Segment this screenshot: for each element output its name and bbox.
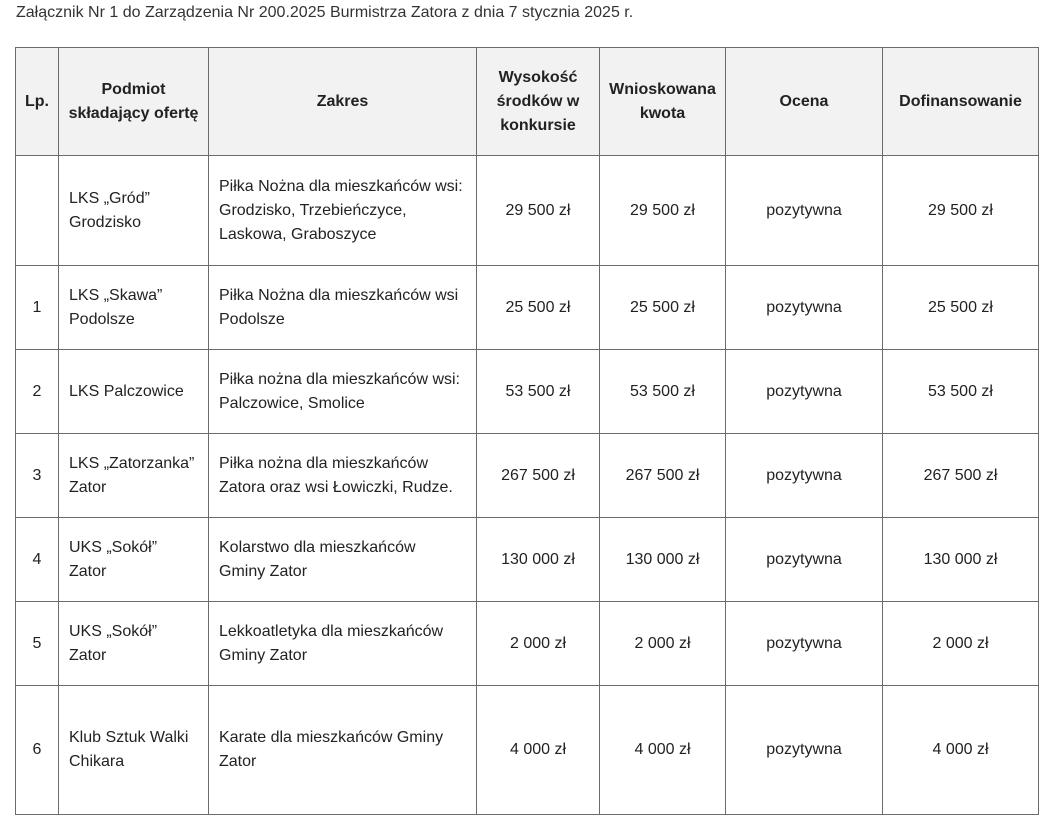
- cell-dofinansowanie: 29 500 zł: [883, 156, 1039, 266]
- header-ocena: Ocena: [726, 48, 883, 156]
- cell-podmiot: UKS „Sokół” Zator: [59, 602, 209, 686]
- cell-ocena: pozytywna: [726, 518, 883, 602]
- header-podmiot: Podmiot składający ofertę: [59, 48, 209, 156]
- document-caption: Załącznik Nr 1 do Zarządzenia Nr 200.2025 Burmistrza Zatora z dnia 7 stycznia 2025 r.: [16, 4, 634, 21]
- table-row: [16, 518, 1039, 602]
- cell-ocena: pozytywna: [726, 686, 883, 815]
- cell-lp: 3: [16, 434, 59, 518]
- cell-lp: 6: [16, 686, 59, 815]
- cell-zakres: Kolarstwo dla mieszkańców Gminy Zator: [209, 518, 477, 602]
- cell-dofinansowanie: 130 000 zł: [883, 518, 1039, 602]
- cell-wysokosc: 267 500 zł: [477, 434, 600, 518]
- cell-wysokosc: 25 500 zł: [477, 266, 600, 350]
- cell-dofinansowanie: 2 000 zł: [883, 602, 1039, 686]
- cell-dofinansowanie: 53 500 zł: [883, 350, 1039, 434]
- cell-podmiot: Klub Sztuk Walki Chikara: [59, 686, 209, 815]
- cell-wysokosc: 4 000 zł: [477, 686, 600, 815]
- header-wnioskowana: Wnioskowana kwota: [600, 48, 726, 156]
- cell-wnioskowana: 25 500 zł: [600, 266, 726, 350]
- cell-wnioskowana: 4 000 zł: [600, 686, 726, 815]
- cell-wysokosc: 2 000 zł: [477, 602, 600, 686]
- table-row: [16, 602, 1039, 686]
- cell-ocena: pozytywna: [726, 602, 883, 686]
- cell-wnioskowana: 130 000 zł: [600, 518, 726, 602]
- cell-lp: 4: [16, 518, 59, 602]
- cell-wnioskowana: 29 500 zł: [600, 156, 726, 266]
- header-dofinansowanie: Dofinansowanie: [883, 48, 1039, 156]
- cell-lp: 1: [16, 266, 59, 350]
- cell-dofinansowanie: 4 000 zł: [883, 686, 1039, 815]
- table-row: [16, 350, 1039, 434]
- cell-zakres: Karate dla mieszkańców Gminy Zator: [209, 686, 477, 815]
- cell-zakres: Piłka nożna dla mieszkańców wsi: Palczowice, Smolice: [209, 350, 477, 434]
- cell-podmiot: LKS „Gród” Grodzisko: [59, 156, 209, 266]
- cell-podmiot: LKS „Zatorzanka” Zator: [59, 434, 209, 518]
- table-row: [16, 686, 1039, 815]
- table-row: [16, 266, 1039, 350]
- table-row: [16, 434, 1039, 518]
- header-wysokosc: Wysokość środków w konkursie: [477, 48, 600, 156]
- cell-dofinansowanie: 267 500 zł: [883, 434, 1039, 518]
- offers-table: [15, 47, 1039, 815]
- cell-dofinansowanie: 25 500 zł: [883, 266, 1039, 350]
- cell-podmiot: LKS Palczowice: [59, 350, 209, 434]
- cell-zakres: Lekkoatletyka dla mieszkańców Gminy Zator: [209, 602, 477, 686]
- cell-podmiot: UKS „Sokół” Zator: [59, 518, 209, 602]
- cell-lp: 5: [16, 602, 59, 686]
- cell-zakres: Piłka Nożna dla mieszkańców wsi Podolsze: [209, 266, 477, 350]
- cell-ocena: pozytywna: [726, 266, 883, 350]
- cell-wnioskowana: 53 500 zł: [600, 350, 726, 434]
- cell-wnioskowana: 2 000 zł: [600, 602, 726, 686]
- cell-wysokosc: 53 500 zł: [477, 350, 600, 434]
- header-zakres: Zakres: [209, 48, 477, 156]
- cell-ocena: pozytywna: [726, 434, 883, 518]
- cell-podmiot: LKS „Skawa” Podolsze: [59, 266, 209, 350]
- cell-lp: 2: [16, 350, 59, 434]
- table-header-row: [16, 48, 1039, 156]
- cell-zakres: Piłka nożna dla mieszkańców Zatora oraz wsi Łowiczki, Rudze.: [209, 434, 477, 518]
- cell-wysokosc: 29 500 zł: [477, 156, 600, 266]
- cell-lp: [16, 156, 59, 266]
- cell-zakres: Piłka Nożna dla mieszkańców wsi: Grodzisko, Trzebieńczyce, Laskowa, Graboszyce: [209, 156, 477, 266]
- cell-ocena: pozytywna: [726, 350, 883, 434]
- header-lp: Lp.: [16, 48, 59, 156]
- cell-wnioskowana: 267 500 zł: [600, 434, 726, 518]
- cell-ocena: pozytywna: [726, 156, 883, 266]
- table-row: [16, 156, 1039, 266]
- cell-wysokosc: 130 000 zł: [477, 518, 600, 602]
